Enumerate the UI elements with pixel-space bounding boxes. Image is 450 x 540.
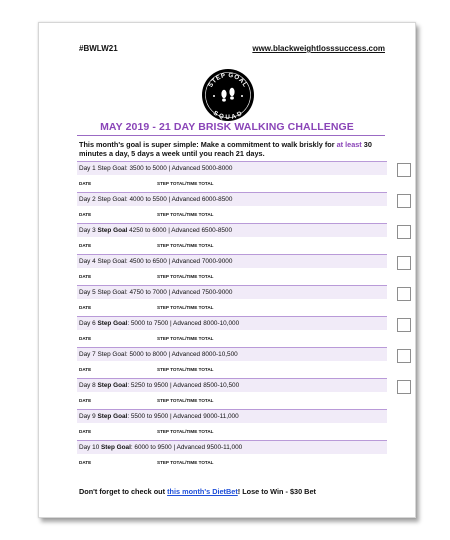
day-fields <box>77 268 387 284</box>
day-goal: Day 7 Step Goal: 5000 to 8000 | Advanced 8000-10,500 <box>77 347 387 361</box>
day-fields <box>77 237 387 253</box>
step-total-label: STEP TOTAL/TIME TOTAL <box>157 398 214 403</box>
website-link[interactable]: www.blackweightlosssuccess.com <box>252 44 385 53</box>
dietbet-link[interactable]: this month's DietBet <box>167 487 238 496</box>
day-fields <box>77 299 387 315</box>
day-goal: Day 10 Step Goal: 6000 to 9500 | Advanced 9500-11,000 <box>77 440 387 454</box>
day-checkbox[interactable] <box>397 256 411 270</box>
hashtag-label: #BWLW21 <box>79 44 118 53</box>
day-row <box>77 192 387 223</box>
step-total-label: STEP TOTAL/TIME TOTAL <box>157 336 214 341</box>
day-fields <box>77 175 387 191</box>
footer-note: Don't forget to check out this month's DietBet! Lose to Win - $30 Bet <box>79 487 316 496</box>
step-total-label: STEP TOTAL/TIME TOTAL <box>157 181 214 186</box>
step-total-label: STEP TOTAL/TIME TOTAL <box>157 212 214 217</box>
day-row <box>77 378 387 409</box>
day-fields <box>77 392 387 408</box>
day-row <box>77 409 387 440</box>
date-label: DATE <box>79 398 92 403</box>
date-label: DATE <box>79 460 92 465</box>
intro-highlight: at least <box>336 140 362 149</box>
day-fields <box>77 454 387 470</box>
day-fields <box>77 330 387 346</box>
day-checkbox[interactable] <box>397 349 411 363</box>
logo-top-text: STEP GOAL <box>207 71 249 89</box>
day-goal: Day 9 Step Goal: 5500 to 9500 | Advanced 9000-11,000 <box>77 409 387 423</box>
day-goal: Day 6 Step Goal: 5000 to 7500 | Advanced 8000-10,000 <box>77 316 387 330</box>
step-total-label: STEP TOTAL/TIME TOTAL <box>157 305 214 310</box>
date-label: DATE <box>79 274 92 279</box>
title-divider <box>77 135 385 136</box>
day-row <box>77 223 387 254</box>
date-label: DATE <box>79 243 92 248</box>
day-fields <box>77 361 387 377</box>
date-label: DATE <box>79 336 92 341</box>
day-checkbox[interactable] <box>397 287 411 301</box>
date-label: DATE <box>79 181 92 186</box>
day-row <box>77 285 387 316</box>
logo-bottom-text: SQUAD <box>211 109 244 121</box>
intro-paragraph: This month's goal is super simple: Make a commitment to walk briskly for at least 30 minutes a day, 5 days a week until you reach 21 days. <box>79 140 372 158</box>
day-fields <box>77 206 387 222</box>
day-goal: Day 3 Step Goal 4250 to 6000 | Advanced 6500-8500 <box>77 223 387 237</box>
document-page <box>38 22 416 518</box>
step-goal-squad-logo <box>201 68 255 122</box>
day-row <box>77 316 387 347</box>
day-goal: Day 1 Step Goal: 3500 to 5000 | Advanced 5000-8000 <box>77 161 387 175</box>
step-total-label: STEP TOTAL/TIME TOTAL <box>157 429 214 434</box>
step-total-label: STEP TOTAL/TIME TOTAL <box>157 243 214 248</box>
date-label: DATE <box>79 305 92 310</box>
day-row <box>77 254 387 285</box>
day-row <box>77 440 387 471</box>
day-goal: Day 8 Step Goal: 5250 to 9500 | Advanced 8500-10,500 <box>77 378 387 392</box>
day-list <box>77 161 387 471</box>
step-total-label: STEP TOTAL/TIME TOTAL <box>157 460 214 465</box>
step-total-label: STEP TOTAL/TIME TOTAL <box>157 367 214 372</box>
day-checkbox[interactable] <box>397 163 411 177</box>
day-goal: Day 5 Step Goal: 4750 to 7000 | Advanced 7500-9000 <box>77 285 387 299</box>
day-row <box>77 347 387 378</box>
date-label: DATE <box>79 429 92 434</box>
step-total-label: STEP TOTAL/TIME TOTAL <box>157 274 214 279</box>
day-fields <box>77 423 387 439</box>
date-label: DATE <box>79 212 92 217</box>
day-row <box>77 161 387 192</box>
day-goal: Day 2 Step Goal: 4000 to 5500 | Advanced 6000-8500 <box>77 192 387 206</box>
day-checkbox[interactable] <box>397 194 411 208</box>
day-checkbox[interactable] <box>397 318 411 332</box>
day-goal: Day 4 Step Goal: 4500 to 6500 | Advanced 7000-9000 <box>77 254 387 268</box>
challenge-title: MAY 2019 - 21 DAY BRISK WALKING CHALLENGE <box>100 121 354 133</box>
date-label: DATE <box>79 367 92 372</box>
day-checkbox[interactable] <box>397 225 411 239</box>
day-checkbox[interactable] <box>397 380 411 394</box>
